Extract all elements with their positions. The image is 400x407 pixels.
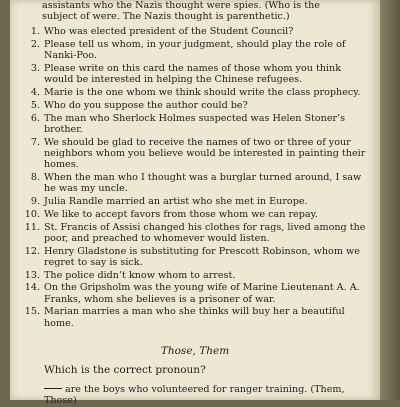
item-text: The police didn’t know whom to arrest.	[44, 269, 236, 281]
book-page	[10, 0, 380, 407]
item-text: Marian marries a man who she thinks will buy her a beautiful home.	[44, 306, 345, 329]
item-number: 13.	[24, 269, 40, 281]
item-number: 5.	[30, 100, 40, 111]
item-text: Who was elected president of the Student Council?	[44, 26, 294, 38]
item-number: 3.	[30, 63, 40, 75]
exercise-item	[22, 26, 368, 37]
exercise-item	[22, 113, 368, 135]
exercise-list	[22, 26, 368, 328]
item-text: The man who Sherlock Holmes suspected was Helen Stoner’s brother.	[44, 112, 346, 135]
section-heading: Those, Them	[160, 344, 230, 357]
item-number: 7.	[30, 136, 40, 148]
item-number: 14.	[24, 282, 40, 294]
item-text: Please write on this card the names of those whom you think would be interested in helping the Chinese refugees.	[44, 63, 342, 86]
item-text: St. Francis of Assisi changed his clothes for rags, lived among the poor, and preached to whomever would listen.	[44, 221, 366, 244]
item-number: 10.	[24, 208, 40, 220]
exercise-item	[22, 172, 368, 194]
practice-sentence-line-2: Those)	[44, 395, 77, 407]
item-text: On the Gripsholm was the young wife of Marine Lieutenant A. A. Franks, whom she believes is a prisoner of war.	[44, 282, 360, 305]
item-text: Please tell us whom, in your judgment, should play the role of Nanki-Poo.	[44, 39, 346, 62]
exercise-item	[22, 39, 368, 61]
intro-line-1: assistants who the Nazis thought were spies. (Who is the	[42, 0, 320, 11]
item-number: 8.	[30, 172, 40, 183]
intro-line-2: subject of were. The Nazis thought is parenthetic.)	[42, 11, 290, 23]
exercise-item	[22, 209, 368, 220]
item-text: Marie is the one whom we think should write the class prophecy.	[44, 87, 361, 99]
item-number: 11.	[24, 221, 40, 233]
practice-sentence-line-1: are the boys who volunteered for ranger training. (Them,	[65, 384, 345, 396]
exercise-item	[22, 137, 368, 171]
exercise-item	[22, 306, 368, 328]
item-text: Who do you suppose the author could be?	[44, 100, 248, 111]
exercise-item	[22, 100, 368, 111]
intro-paragraph	[42, 0, 368, 22]
exercise-item	[22, 222, 368, 244]
item-text: Henry Gladstone is substituting for Prescott Robinson, whom we regret to say is sick.	[44, 245, 360, 268]
item-number: 4.	[30, 87, 40, 99]
section-question: Which is the correct pronoun?	[44, 364, 206, 376]
answer-blank	[44, 388, 62, 389]
exercise-item	[22, 270, 368, 281]
item-text: We like to accept favors from those whom we can repay.	[44, 208, 318, 220]
item-text: Julia Randle married an artist who she met in Europe.	[44, 196, 308, 207]
exercise-item	[22, 246, 368, 268]
item-number: 9.	[30, 196, 40, 207]
item-number: 1.	[30, 26, 40, 38]
item-number: 12.	[24, 245, 40, 257]
item-number: 2.	[30, 39, 40, 51]
page-text	[22, 0, 368, 407]
item-number: 6.	[30, 112, 40, 124]
exercise-item	[22, 282, 368, 304]
exercise-item	[22, 87, 368, 98]
adjacent-page-edge	[380, 0, 400, 400]
item-text: When the man who I thought was a burglar turned around, I saw he was my uncle.	[44, 172, 362, 195]
item-number: 15.	[24, 306, 40, 318]
practice-sentence	[44, 384, 368, 406]
item-text: We should be glad to receive the names of two or three of your neighbors whom you believe would be interested in painting their homes.	[44, 136, 366, 171]
exercise-item	[22, 196, 368, 207]
exercise-item	[22, 63, 368, 85]
